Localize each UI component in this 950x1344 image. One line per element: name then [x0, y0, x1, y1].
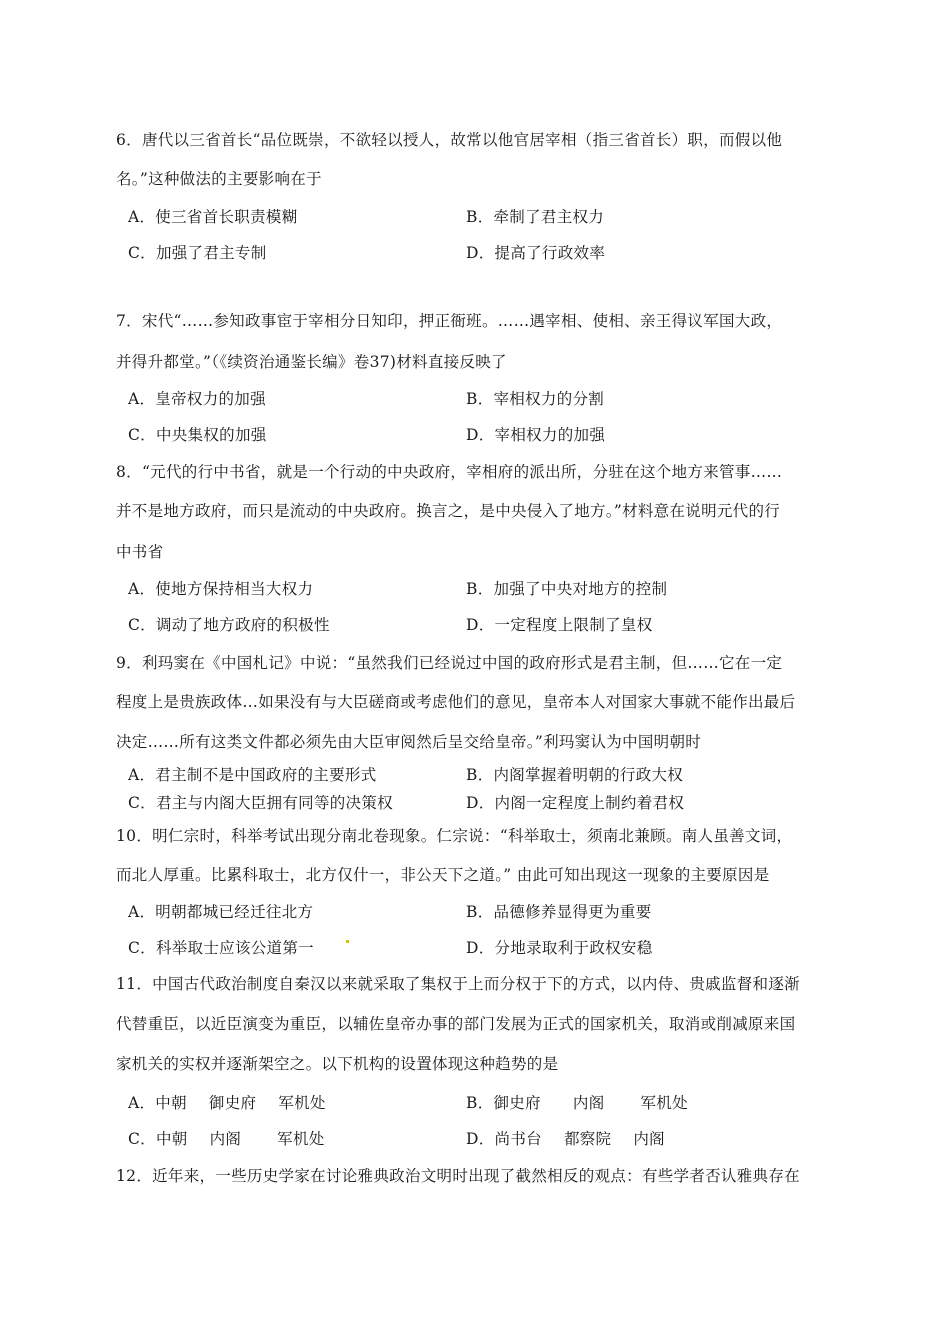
- q9-option-b: B．内阁掌握着明朝的行政大权: [466, 766, 684, 784]
- q11-stem-line1: 11．中国古代政治制度自秦汉以来就采取了集权于上而分权于下的方式，以内侍、贵戚监督和逐渐: [116, 975, 800, 993]
- q6-option-c: C．加强了君主专制: [128, 244, 267, 262]
- q8-stem-line1: 8．“元代的行中书省，就是一个行动的中央政府，宰相府的派出所，分驻在这个地方来管事……: [116, 463, 783, 481]
- q11-option-a-item1: A．中朝: [128, 1094, 187, 1112]
- q9-option-c: C．君主与内阁大臣拥有同等的决策权: [128, 794, 393, 812]
- q11-option-a-item2: 御史府: [208, 1094, 257, 1112]
- q8-option-b: B．加强了中央对地方的控制: [466, 580, 668, 598]
- q8-stem-line3: 中书省: [116, 543, 164, 561]
- q11-option-d-item1: D．尚书台: [466, 1130, 542, 1148]
- q9-stem-line2: 程度上是贵族政体…如果没有与大臣磋商或考虑他们的意见，皇帝本人对国家大事就不能作出最后: [116, 693, 796, 711]
- q8-option-c: C．调动了地方政府的积极性: [128, 616, 330, 634]
- q6-stem-line2: 名。”这种做法的主要影响在于: [116, 170, 322, 188]
- q11-option-c-item1: C．中朝: [128, 1130, 188, 1148]
- q9-option-d: D．内阁一定程度上制约着君权: [466, 794, 685, 812]
- q11-option-a: [128, 1091, 326, 1113]
- q11-option-a-item3: 军机处: [278, 1094, 326, 1112]
- q10-option-b: B．品德修养显得更为重要: [466, 903, 652, 921]
- q11-option-b-item1: B．御史府: [466, 1094, 541, 1112]
- q6-option-d: D．提高了行政效率: [466, 244, 606, 262]
- q11-option-c-item3: 军机处: [277, 1130, 325, 1148]
- q11-option-b-item2: 内阁: [572, 1094, 605, 1112]
- q10-option-a: A．明朝都城已经迁往北方: [128, 903, 314, 921]
- q7-stem-line1: 7．宋代“……参知政事宦于宰相分日知印，押正衙班。……遇宰相、使相、亲王得议军国大政，: [116, 312, 783, 330]
- q9-stem-line1: 9．利玛窦在《中国札记》中说：“虽然我们已经说过中国的政府形式是君主制，但……它在一定: [116, 654, 783, 672]
- q7-option-a: A．皇帝权力的加强: [128, 390, 266, 408]
- q10-option-c: C．科举取士应该公道第一: [128, 939, 314, 957]
- q7-option-b: B．宰相权力的分割: [466, 390, 605, 408]
- q11-option-d-item2: 都察院: [563, 1130, 612, 1148]
- q12-stem-line1: 12．近年来，一些历史学家在讨论雅典政治文明时出现了截然相反的观点：有些学者否认雅典存在: [116, 1167, 800, 1185]
- stray-mark: [346, 940, 349, 943]
- q11-option-c: [128, 1127, 325, 1149]
- q7-stem-line2: 并得升都堂。”（《续资治通鉴长编》卷37)材料直接反映了: [116, 353, 507, 371]
- q11-option-d-item3: 内阁: [633, 1130, 665, 1148]
- q8-option-a: A．使地方保持相当大权力: [128, 580, 314, 598]
- q8-option-d: D．一定程度上限制了皇权: [466, 616, 653, 634]
- q11-option-d: [466, 1127, 665, 1149]
- q7-option-d: D．宰相权力的加强: [466, 426, 606, 444]
- q11-stem-line3: 家机关的实权并逐渐架空之。以下机构的设置体现这种趋势的是: [116, 1055, 559, 1073]
- q11-stem-line2: 代替重臣，以近臣演变为重臣，以辅佐皇帝办事的部门发展为正式的国家机关，取消或削减原来国: [116, 1015, 796, 1033]
- q10-stem-line1: 10．明仁宗时，科举考试出现分南北卷现象。仁宗说：“科举取士，须南北兼顾。南人虽善文词，: [116, 827, 793, 845]
- q10-stem-line2: 而北人厚重。比累科取士，北方仅什一，非公天下之道。” 由此可知出现这一现象的主要原因是: [116, 866, 770, 884]
- q7-option-c: C．中央集权的加强: [128, 426, 267, 444]
- q8-stem-line2: 并不是地方政府，而只是流动的中央政府。换言之，是中央侵入了地方。”材料意在说明元代的行: [116, 502, 781, 520]
- q9-stem-line3: 决定……所有这类文件都必须先由大臣审阅然后呈交给皇帝。”利玛窦认为中国明朝时: [116, 733, 702, 751]
- q9-option-a: A．君主制不是中国政府的主要形式: [128, 766, 377, 784]
- q6-option-b: B．牵制了君主权力: [466, 208, 605, 226]
- q6-option-a: A．使三省首长职责模糊: [128, 208, 298, 226]
- q11-option-b-item3: 军机处: [640, 1094, 688, 1112]
- q11-option-c-item2: 内阁: [209, 1130, 242, 1148]
- q11-option-b: [466, 1091, 688, 1113]
- q6-stem-line1: 6．唐代以三省首长“品位既崇，不欲轻以授人，故常以他官居宰相（指三省首长）职，而假以他: [116, 131, 783, 149]
- q10-option-d: D．分地录取利于政权安稳: [466, 939, 653, 957]
